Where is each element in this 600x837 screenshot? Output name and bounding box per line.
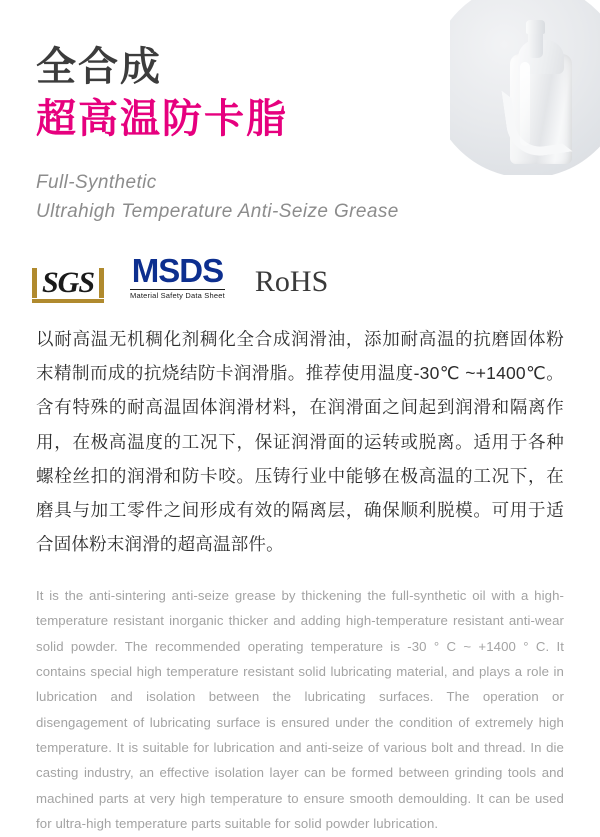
bottle-nozzle-tip — [526, 20, 545, 34]
sgs-underline — [32, 299, 104, 303]
rohs-logo-text: RoHS — [254, 265, 329, 299]
product-subtitle-en — [36, 169, 564, 226]
description-english: It is the anti-sintering anti-seize grease by thickening the full-synthetic oil with a high-temperature resistant inorganic thicker and adding high-temperature resistant anti-wear solid powder. The recommended operating temperature is -30 ° C ~ +1400 ° C. It contains special high temperature resistant solid lubricating material, and plays a role in lubrication and isolation between the lubricating surfaces. The operation or disengagement of lubricating surface is ensured under the condition of extremely high temperature. It is suitable for lubrication and anti-seize of various bolt and thread. In die casting industry, an effective isolation layer can be formed between grinding tools and machined parts at very high temperature to ensure smooth demoulding. It can be used for ultra-high temperature parts suitable for solid powder lubrication. — [36, 588, 564, 832]
msds-logo — [130, 254, 225, 300]
sgs-logo-text: SGS — [42, 266, 95, 300]
product-title-cn-secondary: 超高温防卡脂 — [36, 97, 288, 142]
sgs-left-bar — [32, 268, 37, 298]
bottle-highlight — [520, 62, 530, 146]
certification-logo-row — [36, 252, 564, 300]
sgs-right-bar — [99, 268, 104, 298]
description-chinese: 以耐高温无机稠化剂稠化全合成润滑油，添加耐高温的抗磨固体粉末精制而成的抗烧结防卡润滑脂。推荐使用温度-30℃ ~+1400℃。含有特殊的耐高温固体润滑材料，在润滑面之间起到润滑和隔离作用，在极高温度的工况下，保证润滑面的运转或脱离。适用于各种螺栓丝扣的润滑和防卡咬。压铸行业中能够在极高温的工况下，在磨具与加工零件之间形成有效的隔离层，确保顺利脱模。可用于适合固体粉末润滑的超高温部件。 — [36, 329, 564, 554]
product-subtitle-en-line1: Full-Synthetic — [36, 172, 157, 194]
sgs-logo — [36, 266, 100, 300]
grease-bottle-illustration — [504, 32, 582, 164]
rohs-logo — [255, 267, 328, 300]
msds-logo-text: MSDS — [131, 252, 224, 290]
product-subtitle-en-line2: Ultrahigh Temperature Anti-Seize Grease — [36, 200, 399, 222]
product-photo — [450, 0, 600, 175]
msds-logo-subtitle: Material Safety Data Sheet — [130, 291, 225, 301]
product-title-cn-primary: 全合成 — [36, 45, 162, 89]
